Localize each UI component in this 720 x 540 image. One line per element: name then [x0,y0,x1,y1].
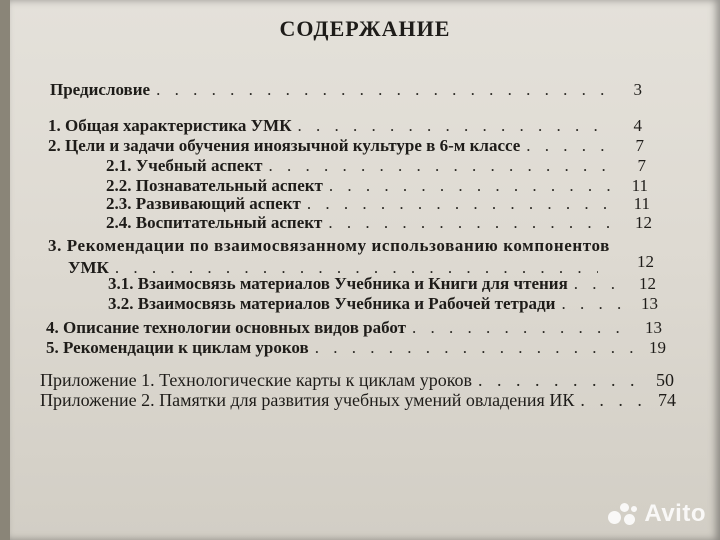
toc-leader-dots [329,176,616,196]
toc-entry-2-4 [106,213,652,233]
toc-entry-3-2 [108,294,658,314]
toc-entry-label: Предисловие [50,80,151,99]
toc-entry-page: 12 [635,213,652,232]
toc-leader-dots [328,213,620,233]
toc-entry-label: 3.1. Взаимосвязь материалов Учебника и Книги для чтения [108,274,568,293]
toc-entry-page: 19 [649,338,666,357]
toc-entry-page: 12 [637,252,654,271]
table-of-contents [10,0,720,540]
toc-entry-2-1 [106,156,646,176]
toc-entry-2 [48,136,644,156]
toc-entry-label: 5. Рекомендации к циклам уроков [46,338,309,357]
toc-leader-dots [574,274,624,294]
toc-leader-dots [412,318,630,338]
toc-entry-label: 2.3. Развивающий аспект [106,194,301,213]
toc-entry-4 [46,318,662,338]
toc-entry-page: 3 [633,80,642,99]
toc-leader-dots [307,194,618,214]
avito-watermark [608,500,706,528]
toc-leader-dots [478,370,642,391]
toc-leader-dots [298,116,610,136]
toc-entry-page: 11 [631,176,648,195]
toc-entry-label: 1. Общая характеристика УМК [48,116,292,135]
toc-entry-appendix-2 [40,390,676,411]
toc-leader-dots [156,80,610,100]
toc-entry-page: 50 [656,370,674,390]
toc-entry-label: 3.2. Взаимосвязь материалов Учебника и Рабочей тетради [108,294,556,313]
toc-leader-dots [561,294,626,314]
toc-entry-3-1 [108,274,656,294]
toc-entry-preface [50,80,642,100]
toc-leader-dots [315,338,634,358]
toc-entry-2-3 [106,194,650,214]
toc-entry-2-2 [106,176,648,196]
toc-leader-dots [269,156,614,176]
toc-entry-page: 12 [639,274,656,293]
toc-title: СОДЕРЖАНИЕ [279,16,451,41]
toc-entry-5 [46,338,666,358]
toc-entry-page: 13 [641,294,658,313]
toc-entry-label: Приложение 2. Памятки для развития учебных умений овладения ИК [40,390,575,410]
toc-entry-label: 2.2. Познавательный аспект [106,176,323,195]
toc-entry-appendix-1 [40,370,674,391]
toc-entry-1 [48,116,642,136]
avito-wordmark: Avito [644,500,706,527]
toc-entry-label: Приложение 1. Технологические карты к циклам уроков [40,370,473,390]
toc-entry-page: 13 [645,318,662,337]
toc-entry-label: 2.1. Учебный аспект [106,156,263,175]
toc-leader-dots [526,136,612,156]
avito-logo-icon [608,502,638,526]
toc-entry-label: 2.4. Воспитательный аспект [106,213,323,232]
toc-entry-page: 11 [633,194,650,213]
toc-entry-page: 74 [658,390,676,410]
toc-entry-label: 2. Цели и задачи обучения иноязычной культуре в 6-м классе [48,136,521,155]
toc-entry-page: 7 [637,156,646,175]
toc-entry-page: 7 [635,136,644,155]
toc-entry-label: УМК [68,258,109,277]
toc-entry-label: 3. Рекомендации по взаимосвязанному использованию компонентов [48,236,610,255]
toc-entry-page: 4 [633,116,642,135]
book-page [10,0,720,540]
toc-entry-label: 4. Описание технологии основных видов работ [46,318,407,337]
toc-leader-dots [580,390,644,411]
